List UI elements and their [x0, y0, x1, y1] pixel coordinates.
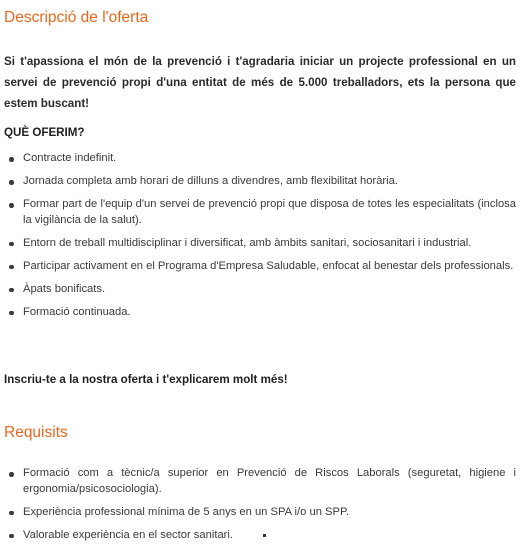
list-item: Participar activament en el Programa d'Empresa Saludable, enfocat al benestar dels professionals. [0, 259, 516, 275]
bullet-icon [9, 203, 14, 208]
bullet-icon [9, 157, 14, 162]
offer-intro-text: Si t'apassiona el món de la prevenció i t'agradaria iniciar un projecte professional en un servei de prevenció propi d'una entitat de més de 5.000 treballadors, ets la persona que estem buscant! [4, 55, 516, 110]
bullet-icon [9, 311, 14, 316]
list-item: Formació com a tècnic/a superior en Prevenció de Riscos Laborals (seguretat, higiene i ergonomia/psicosociologia). [0, 466, 516, 497]
benefits-list [0, 151, 516, 328]
bullet-icon [9, 288, 14, 293]
list-item: Valorable experiència en el sector sanitari. [0, 528, 516, 544]
list-item: Contracte indefinit. [0, 151, 516, 167]
apply-call-to-action: Inscriu-te a la nostra oferta i t'explicarem molt més! [4, 373, 288, 386]
offer-description-heading: Descripció de l'oferta [4, 9, 149, 26]
bullet-icon [9, 242, 14, 247]
benefits-subheading: QUÈ OFERIM? [4, 126, 85, 139]
requirements-list [0, 466, 516, 551]
bullet-icon [9, 265, 14, 270]
text-cursor-icon [263, 534, 266, 537]
list-item: Jornada completa amb horari de dilluns a divendres, amb flexibilitat horària. [0, 174, 516, 190]
list-item: Experiència professional mínima de 5 anys en un SPA i/o un SPP. [0, 505, 516, 521]
requirements-heading: Requisits [4, 424, 68, 441]
list-item: Formar part de l'equip d'un servei de prevenció propi que disposa de totes les especialitats (inclosa la vigilància de la salut). [0, 197, 516, 228]
bullet-icon [9, 180, 14, 185]
bullet-icon [9, 472, 14, 477]
bullet-icon [9, 534, 14, 539]
bullet-icon [9, 511, 14, 516]
list-item: Àpats bonificats. [0, 282, 516, 298]
list-item: Entorn de treball multidisciplinar i diversificat, amb àmbits sanitari, sociosanitari i industrial. [0, 236, 516, 252]
list-item: Formació continuada. [0, 305, 516, 321]
